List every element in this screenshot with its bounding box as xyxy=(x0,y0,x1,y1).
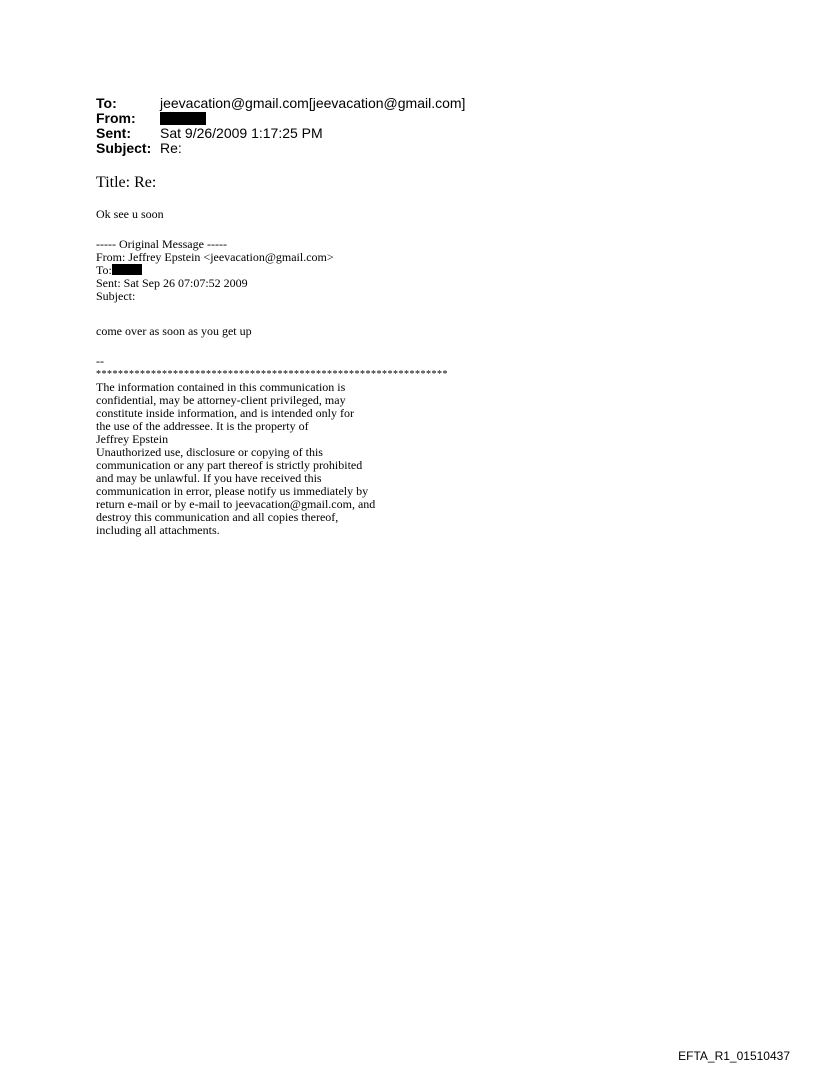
disclaimer-line: the use of the addressee. It is the property of xyxy=(96,419,309,433)
signature-block xyxy=(96,355,448,537)
subject-row xyxy=(96,141,465,156)
to-value: jeevacation@gmail.com[jeevacation@gmail.com] xyxy=(160,95,466,111)
page-title: Title: Re: xyxy=(96,174,157,191)
email-header xyxy=(96,96,465,156)
disclaimer-line: Jeffrey Epstein xyxy=(96,432,169,446)
disclaimer-line: destroy this communication and all copies thereof, xyxy=(96,510,339,524)
from-label: From: xyxy=(96,110,136,126)
disclaimer-line: communication or any part thereof is strictly prohibited xyxy=(96,458,363,472)
disclaimer-line: and may be unlawful. If you have received this xyxy=(96,471,322,485)
disclaimer-line: Unauthorized use, disclosure or copying of this xyxy=(96,445,323,459)
disclaimer-line: communication in error, please notify us immediately by xyxy=(96,484,369,498)
sent-value: Sat 9/26/2009 1:17:25 PM xyxy=(160,125,323,141)
to-row xyxy=(96,96,465,111)
disclaimer-line: return e-mail or by e-mail to jeevacation@gmail.com, and xyxy=(96,497,376,511)
original-message xyxy=(96,238,334,303)
original-from: From: Jeffrey Epstein <jeevacation@gmail.com> xyxy=(96,250,334,264)
redaction-box xyxy=(160,112,206,125)
from-row xyxy=(96,111,465,126)
document-id: EFTA_R1_01510437 xyxy=(678,1049,790,1063)
sent-label: Sent: xyxy=(96,125,131,141)
disclaimer-line: including all attachments. xyxy=(96,523,220,537)
original-subject: Subject: xyxy=(96,289,136,303)
disclaimer-line: confidential, may be attorney-client privileged, may xyxy=(96,393,346,407)
disclaimer-line: The information contained in this communication is xyxy=(96,380,346,394)
original-body: come over as soon as you get up xyxy=(96,324,252,338)
signature-dashes: -- xyxy=(96,354,104,368)
original-separator: ----- Original Message ----- xyxy=(96,237,227,251)
disclaimer-line: constitute inside information, and is intended only for xyxy=(96,406,354,420)
reply-body: Ok see u soon xyxy=(96,207,164,221)
to-label: To: xyxy=(96,95,117,111)
subject-label: Subject: xyxy=(96,140,152,156)
original-sent: Sent: Sat Sep 26 07:07:52 2009 xyxy=(96,276,248,290)
subject-value: Re: xyxy=(160,140,182,156)
sent-row xyxy=(96,126,465,141)
signature-stars: **************************************************************** xyxy=(96,369,448,380)
original-to-label: To: xyxy=(96,263,112,277)
redaction-box xyxy=(112,264,142,275)
